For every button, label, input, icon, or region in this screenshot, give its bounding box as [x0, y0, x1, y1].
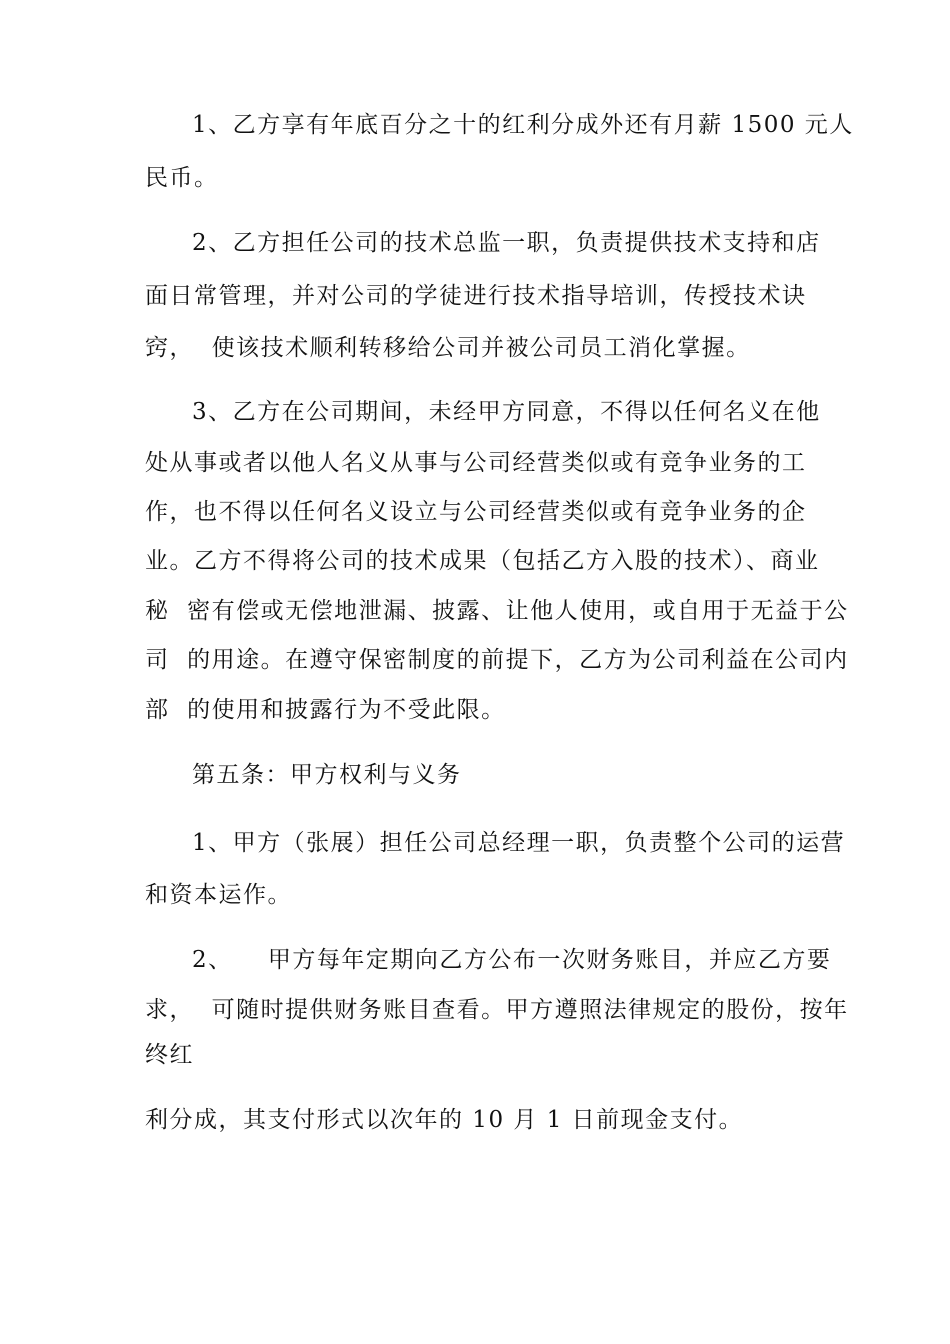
clause-5-1-line-1: 1、甲方（张展）担任公司总经理一职，负责整个公司的运营: [192, 830, 846, 856]
clause-5-2-line-3: 终红: [145, 1042, 194, 1068]
clause-4-2-line-1: 2、乙方担任公司的技术总监一职，负责提供技术支持和店: [192, 230, 821, 256]
article-5-heading: 第五条：甲方权利与义务: [192, 762, 462, 788]
clause-4-2-line-3: 窍， 使该技术顺利转移给公司并被公司员工消化掌握。: [145, 335, 751, 361]
clause-5-1-line-2: 和资本运作。: [145, 882, 292, 908]
clause-5-2-line-1: 2、 甲方每年定期向乙方公布一次财务账目，并应乙方要: [192, 947, 832, 973]
clause-4-2-line-2: 面日常管理，并对公司的学徒进行技术指导培训，传授技术诀: [145, 283, 807, 309]
clause-4-1-line-1: 1、乙方享有年底百分之十的红利分成外还有月薪 1500 元人: [192, 112, 854, 138]
clause-4-3-line-7: 部 的使用和披露行为不受此限。: [145, 697, 506, 723]
clause-4-3-line-5: 秘 密有偿或无偿地泄漏、披露、让他人使用，或自用于无益于公: [145, 598, 849, 624]
clause-5-2-line-2: 求， 可随时提供财务账目查看。甲方遵照法律规定的股份，按年: [145, 997, 849, 1023]
clause-4-3-line-2: 处从事或者以他人名义从事与公司经营类似或有竞争业务的工: [145, 450, 807, 476]
clause-4-3-line-1: 3、乙方在公司期间，未经甲方同意，不得以任何名义在他: [192, 399, 821, 425]
clause-4-3-line-3: 作，也不得以任何名义设立与公司经营类似或有竞争业务的企: [145, 499, 807, 525]
clause-4-3-line-6: 司 的用途。在遵守保密制度的前提下，乙方为公司利益在公司内: [145, 647, 849, 673]
clause-5-2-line-4: 利分成，其支付形式以次年的 10 月 1 日前现金支付。: [145, 1107, 744, 1133]
clause-4-1-line-2: 民币。: [145, 165, 219, 191]
clause-4-3-line-4: 业。乙方不得将公司的技术成果（包括乙方入股的技术）、商业: [145, 548, 820, 574]
